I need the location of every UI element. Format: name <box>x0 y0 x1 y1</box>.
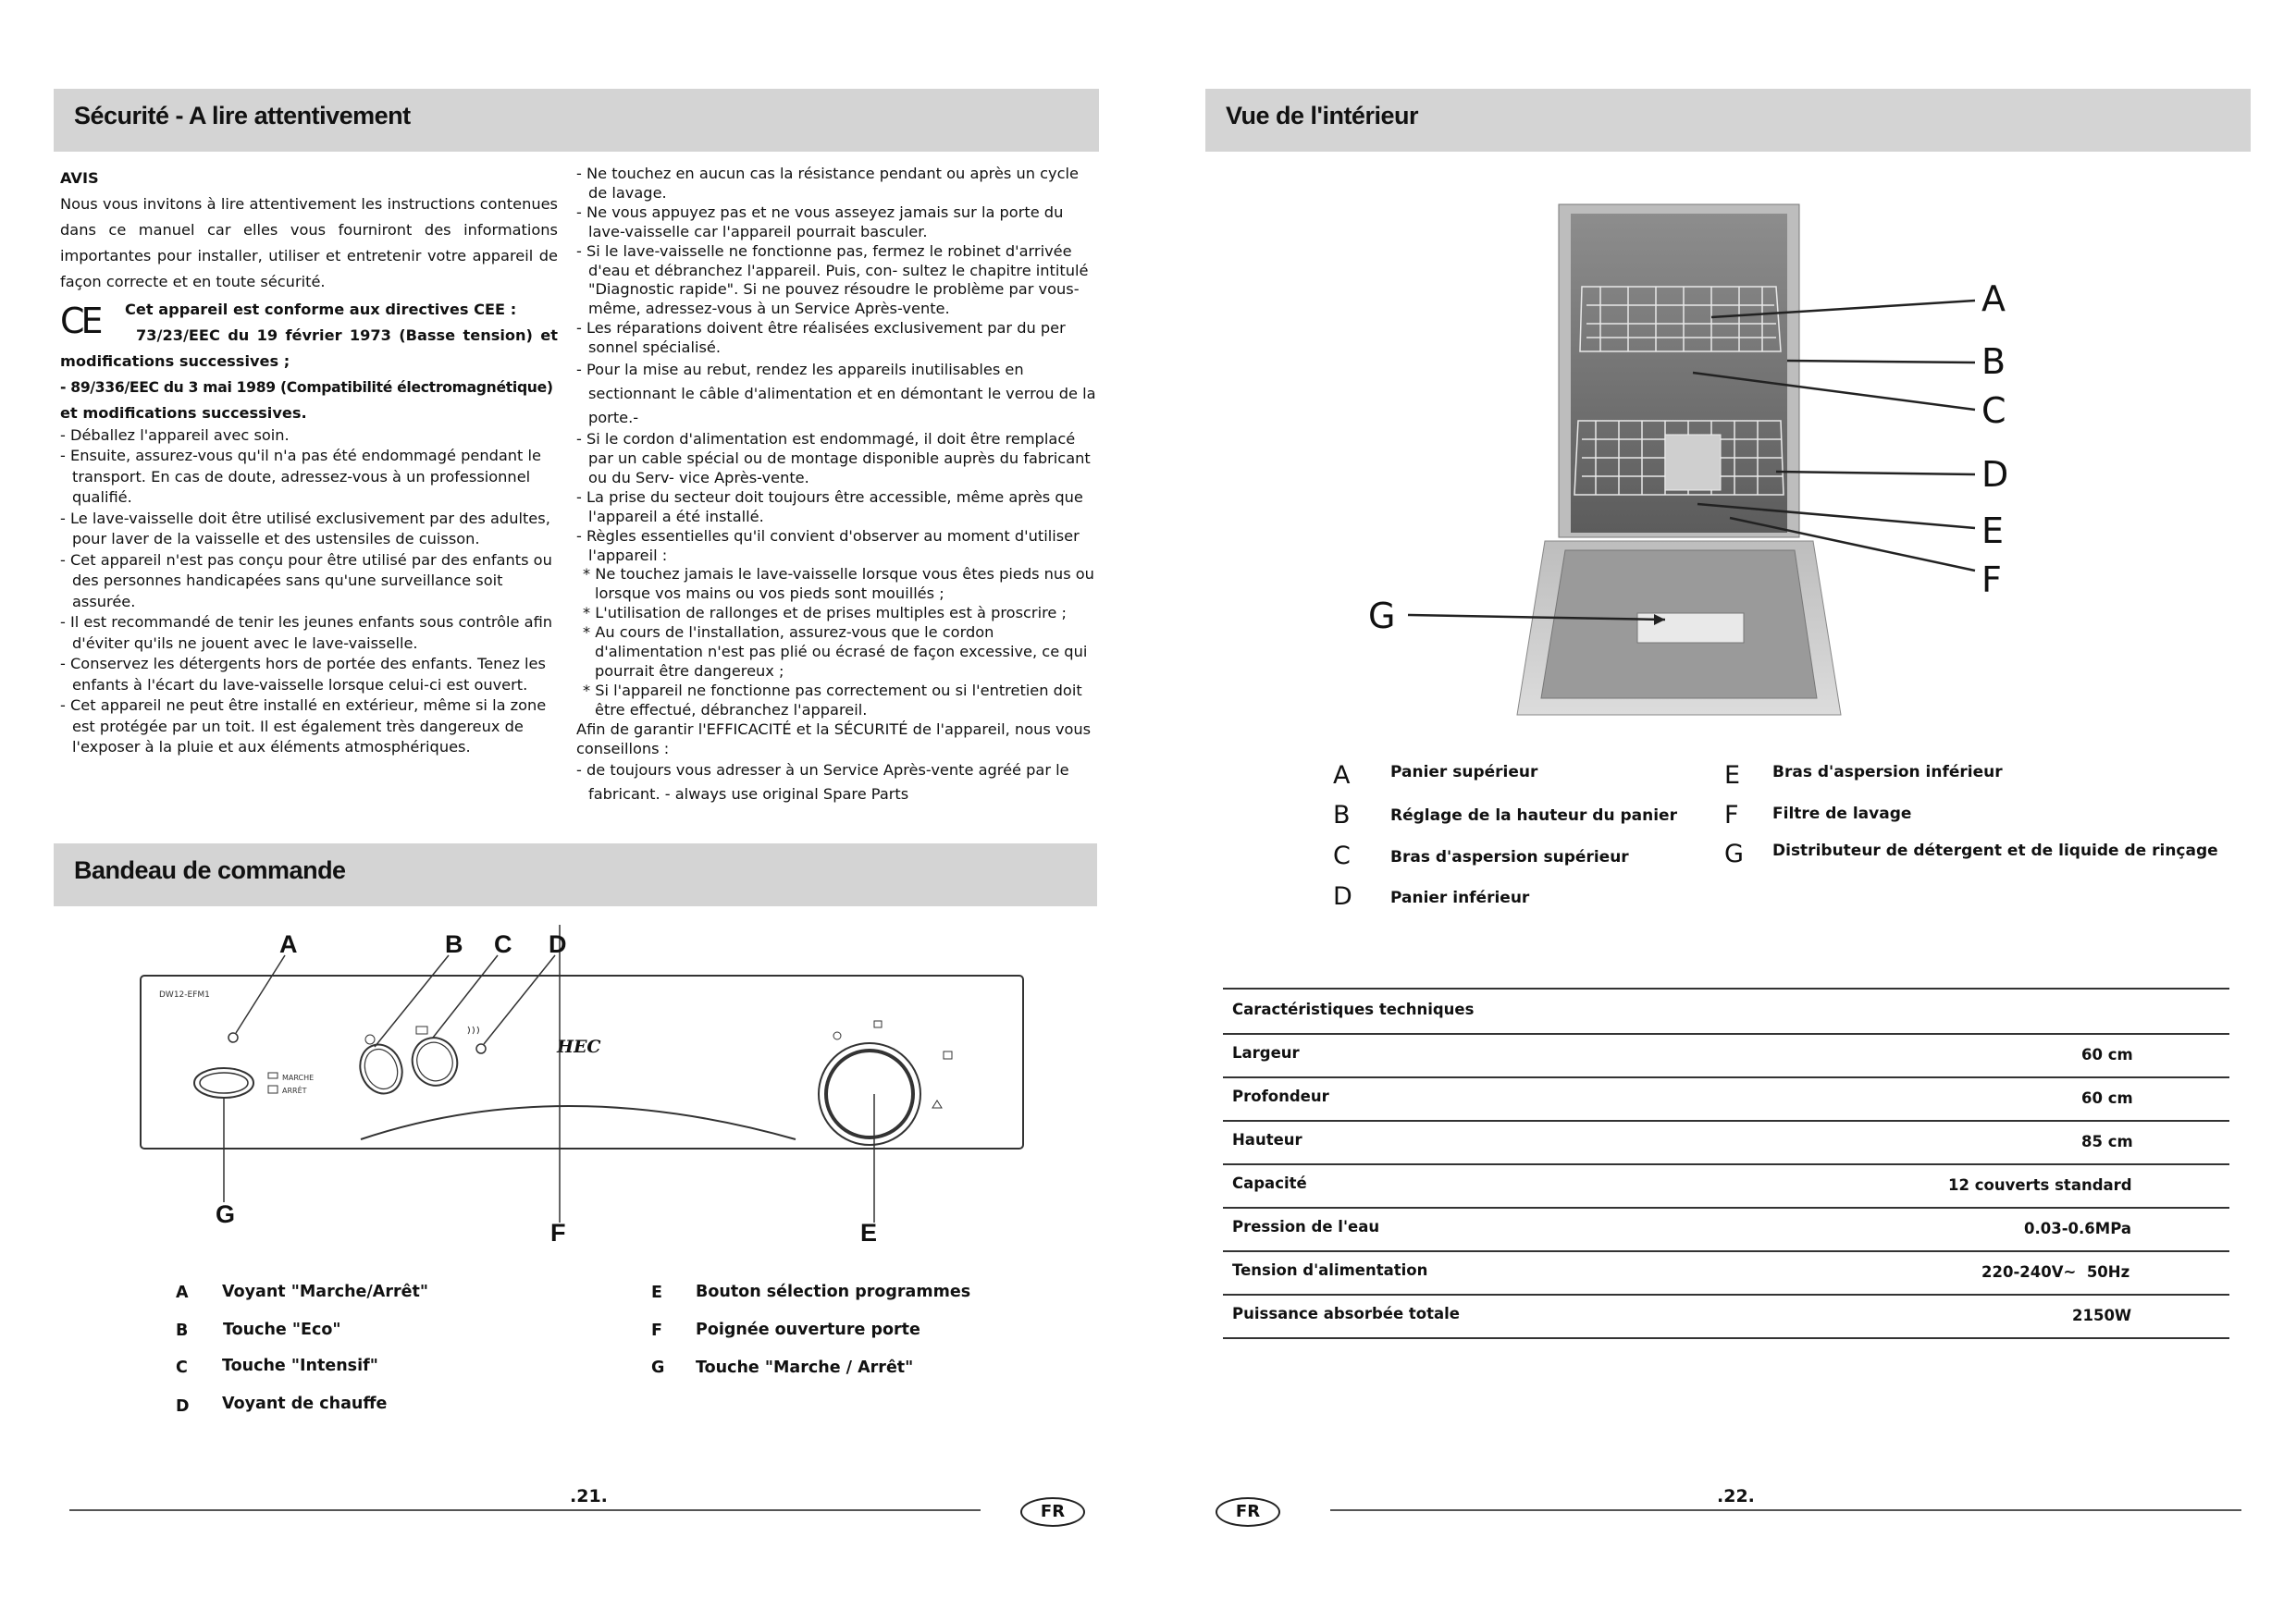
ce-line-3: modifications successives ; <box>60 352 290 370</box>
ce-line-5: et modifications successives. <box>60 404 307 422</box>
safety-item: Afin de garantir l'EFFICACITÉ et la SÉCURITÉ de l'appareil, nous vous conseillons : <box>576 719 1092 757</box>
model-label: DW12-EFM1 <box>159 990 210 1000</box>
safety-item: - Il est recommandé de tenir les jeunes enfants sous contrôle afin d'éviter qu'ils ne jouent avec le lave-vaisselle. <box>60 613 553 652</box>
interior-legend-text: Bras d'aspersion supérieur <box>1390 848 1629 867</box>
panel-legend-letter: B <box>176 1322 189 1340</box>
specs-label: Pression de l'eau <box>1232 1218 1380 1236</box>
specs-label: Tension d'alimentation <box>1232 1261 1428 1279</box>
safety-item: * Si l'appareil ne fonctionne pas correctement ou si l'entretien doit être effectué, débranchez l'appareil. <box>583 681 1082 719</box>
safety-item: - Les réparations doivent être réalisées exclusivement par du per sonnel spécialisé. <box>576 319 1066 357</box>
panel-legend-letter: C <box>176 1359 188 1377</box>
arret-label: ARRÊT <box>282 1087 307 1095</box>
specs-label: Capacité <box>1232 1174 1307 1192</box>
marche-label: MARCHE <box>282 1074 315 1082</box>
panel-legend-letter: F <box>651 1322 662 1340</box>
specs-value: 85 cm <box>2081 1133 2133 1150</box>
intro-line-4: façon correcte et en toute sécurité. <box>60 273 326 290</box>
footer-rule-left <box>69 1509 981 1511</box>
safety-item: - de toujours vous adresser à un Service Après-vente agréé par le fabricant. - always use original Spare Parts <box>576 761 1069 804</box>
safety-item: - Ensuite, assurez-vous qu'il n'a pas été endommagé pendant le transport. En cas de doute, adressez-vous à un professionnel qualifié. <box>60 447 542 506</box>
safety-item: - Ne vous appuyez pas et ne vous asseyez jamais sur la porte du lave-vaisselle car l'appareil pourrait basculer. <box>576 203 1064 240</box>
ce-line-4: - 89/336/EEC du 3 mai 1989 (Compatibilité électromagnétique) <box>60 379 553 396</box>
panel-header <box>54 843 1097 906</box>
interior-callout-d: D <box>1981 454 2009 495</box>
safety-col1 <box>60 168 558 758</box>
interior-callout-b: B <box>1981 341 2006 382</box>
specs-value: 60 cm <box>2081 1089 2133 1107</box>
intro-line-2: dans ce manuel car elles vous fourniront des informations <box>60 221 558 239</box>
safety-item: - Cet appareil n'est pas conçu pour être utilisé par des enfants ou des personnes handicapées sans qu'une surveillance soit assurée. <box>60 550 552 610</box>
safety-item: - Ne touchez en aucun cas la résistance pendant ou après un cycle de lavage. <box>576 165 1079 202</box>
safety-item: - Si le lave-vaisselle ne fonctionne pas, fermez le robinet d'arrivée d'eau et débranchez l'appareil. Puis, con- sultez le chapitre intitulé "Diagnostic rapide". Si ne pouvez résoudre le problème par vous-même, adressez-vous à un Service Après-vente. <box>576 241 1089 318</box>
panel-legend-text: Poignée ouverture porte <box>696 1321 920 1339</box>
panel-legend-text: Voyant de chauffe <box>222 1395 388 1413</box>
specs-label: Hauteur <box>1232 1131 1302 1149</box>
cutlery-basket <box>1665 435 1721 490</box>
safety-item: - Déballez l'appareil avec soin. <box>60 426 290 444</box>
panel-legend-letter: G <box>651 1359 665 1377</box>
interior-callout-c: C <box>1981 390 2006 431</box>
panel-legend-letter: E <box>651 1284 662 1302</box>
specs-value: 12 couverts standard <box>1948 1176 2132 1194</box>
specs-value: 220-240V~ 50Hz <box>1981 1263 2130 1281</box>
panel-legend-letter: A <box>176 1284 189 1302</box>
specs-label: Profondeur <box>1232 1088 1329 1105</box>
interior-legend-letter: F <box>1724 801 1739 830</box>
specs-row <box>1223 1120 2229 1165</box>
specs-row <box>1223 1033 2229 1078</box>
page-number-right: .22. <box>1717 1486 1755 1506</box>
interior-legend-letter: E <box>1724 761 1741 790</box>
panel-callout-b: B <box>445 930 463 958</box>
interior-title: Vue de l'intérieur <box>1226 102 1418 129</box>
specs-row <box>1223 1294 2229 1339</box>
control-panel-diagram <box>139 925 1045 1267</box>
interior-header <box>1205 89 2251 152</box>
interior-callout-a: A <box>1981 278 2006 319</box>
lang-badge-left: FR <box>1020 1497 1085 1527</box>
safety-col2 <box>576 165 1096 806</box>
specs-label: Puissance absorbée totale <box>1232 1305 1461 1322</box>
specs-value: 0.03-0.6MPa <box>2024 1220 2131 1237</box>
interior-callout-g: G <box>1368 596 1396 636</box>
panel-callout-g: G <box>216 1200 236 1228</box>
specs-header-row <box>1223 990 2229 1035</box>
panel-legend-text: Touche "Marche / Arrêt" <box>696 1359 914 1377</box>
interior-legend-text: Panier inférieur <box>1390 889 1530 907</box>
panel-legend-text: Touche "Eco" <box>223 1321 341 1339</box>
safety-item: * Au cours de l'installation, assurez-vous que le cordon d'alimentation n'est pas plié ou écrasé de façon excessive, ce qui pourrait être dangereux ; <box>583 623 1088 680</box>
specs-value: 2150W <box>2072 1307 2132 1324</box>
safety-item: * L'utilisation de rallonges et de prises multiples est à proscrire ; <box>583 604 1067 622</box>
interior-legend-letter: A <box>1333 761 1351 790</box>
interior-legend-text: Panier supérieur <box>1390 763 1538 781</box>
ce-mark: CE <box>60 301 100 341</box>
panel-legend-text: Bouton sélection programmes <box>696 1283 971 1301</box>
interior-callout-e: E <box>1981 510 2005 551</box>
brand-logo: HEC <box>557 1037 601 1057</box>
ce-line-2: 73/23/EEC du 19 février 1973 (Basse tension) et <box>136 326 558 344</box>
specs-row <box>1223 1250 2229 1296</box>
interior-legend-letter: C <box>1333 842 1351 870</box>
panel-title: Bandeau de commande <box>74 856 346 884</box>
callout-line-d <box>1776 472 1975 474</box>
callout-line-b <box>1787 361 1975 363</box>
dishwasher-interior-image <box>1360 199 2054 735</box>
detergent-dispenser <box>1637 613 1744 643</box>
specs-header: Caractéristiques techniques <box>1232 1001 1475 1018</box>
safety-item: - Le lave-vaisselle doit être utilisé exclusivement par des adultes, pour laver de la vaisselle et des ustensiles de cuisson. <box>60 509 550 547</box>
intro-line-3: importantes pour installer, utiliser et entretenir votre appareil de <box>60 247 558 264</box>
panel-legend-text: Voyant "Marche/Arrêt" <box>222 1283 428 1301</box>
interior-legend-letter: D <box>1333 882 1352 911</box>
panel-callout-a: A <box>279 930 298 958</box>
lang-badge-right: FR <box>1216 1497 1280 1527</box>
specs-row <box>1223 1163 2229 1209</box>
safety-header <box>54 89 1099 152</box>
panel-callout-d: D <box>549 930 567 958</box>
interior-callout-f: F <box>1981 559 2002 600</box>
safety-item: - Pour la mise au rebut, rendez les appareils inutilisables en sectionnant le câble d'alimentation et en démontant le verrou de la porte.- <box>576 361 1096 427</box>
safety-item: * Ne touchez jamais le lave-vaisselle lorsque vous êtes pieds nus ou lorsque vos mains ou vos pieds sont mouillés ; <box>583 565 1094 603</box>
interior-legend-text: Distributeur de détergent et de liquide de rinçage <box>1772 842 2218 860</box>
panel-callout-c: C <box>494 930 512 958</box>
interior-legend-letter: B <box>1333 801 1351 830</box>
ce-line-1: Cet appareil est conforme aux directives CEE : <box>125 301 517 318</box>
safety-item: - Cet appareil ne peut être installé en extérieur, même si la zone est protégée par un toit. Il est également très dangereux de l'exposer à la pluie et aux éléments atmosphériques. <box>60 696 547 756</box>
ce-block <box>60 297 558 426</box>
safety-title: Sécurité - A lire attentivement <box>74 102 411 129</box>
intro-line-1: Nous vous invitons à lire attentivement les instructions contenues <box>60 195 558 213</box>
specs-row <box>1223 1076 2229 1122</box>
safety-item: - Conservez les détergents hors de portée des enfants. Tenez les enfants à l'écart du lave-vaisselle lorsque celui-ci est ouvert. <box>60 655 546 694</box>
panel-callout-e: E <box>860 1219 878 1247</box>
interior-legend-letter: G <box>1724 840 1744 868</box>
interior-legend-text: Réglage de la hauteur du panier <box>1390 806 1677 825</box>
panel-callout-f: F <box>550 1219 566 1247</box>
program-knob <box>826 1051 913 1137</box>
panel-legend-letter: D <box>176 1397 190 1416</box>
specs-value: 60 cm <box>2081 1046 2133 1064</box>
specs-row <box>1223 1207 2229 1252</box>
specs-label: Largeur <box>1232 1044 1300 1062</box>
footer-rule-right <box>1330 1509 2241 1511</box>
avis-label: AVIS <box>60 169 99 187</box>
page-number-left: .21. <box>570 1486 608 1506</box>
interior-legend-text: Bras d'aspersion inférieur <box>1772 763 2003 781</box>
panel-legend-text: Touche "Intensif" <box>222 1357 378 1375</box>
safety-item: - Règles essentielles qu'il convient d'observer au moment d'utiliser l'appareil : <box>576 526 1080 564</box>
safety-item: - La prise du secteur doit toujours être accessible, même après que l'appareil a été installé. <box>576 487 1083 525</box>
safety-item: - Si le cordon d'alimentation est endommagé, il doit être remplacé par un cable spécial ou de montage disponible auprès du fabricant ou du Serv- vice Après-vente. <box>576 430 1091 486</box>
interior-legend-text: Filtre de lavage <box>1772 805 1912 823</box>
